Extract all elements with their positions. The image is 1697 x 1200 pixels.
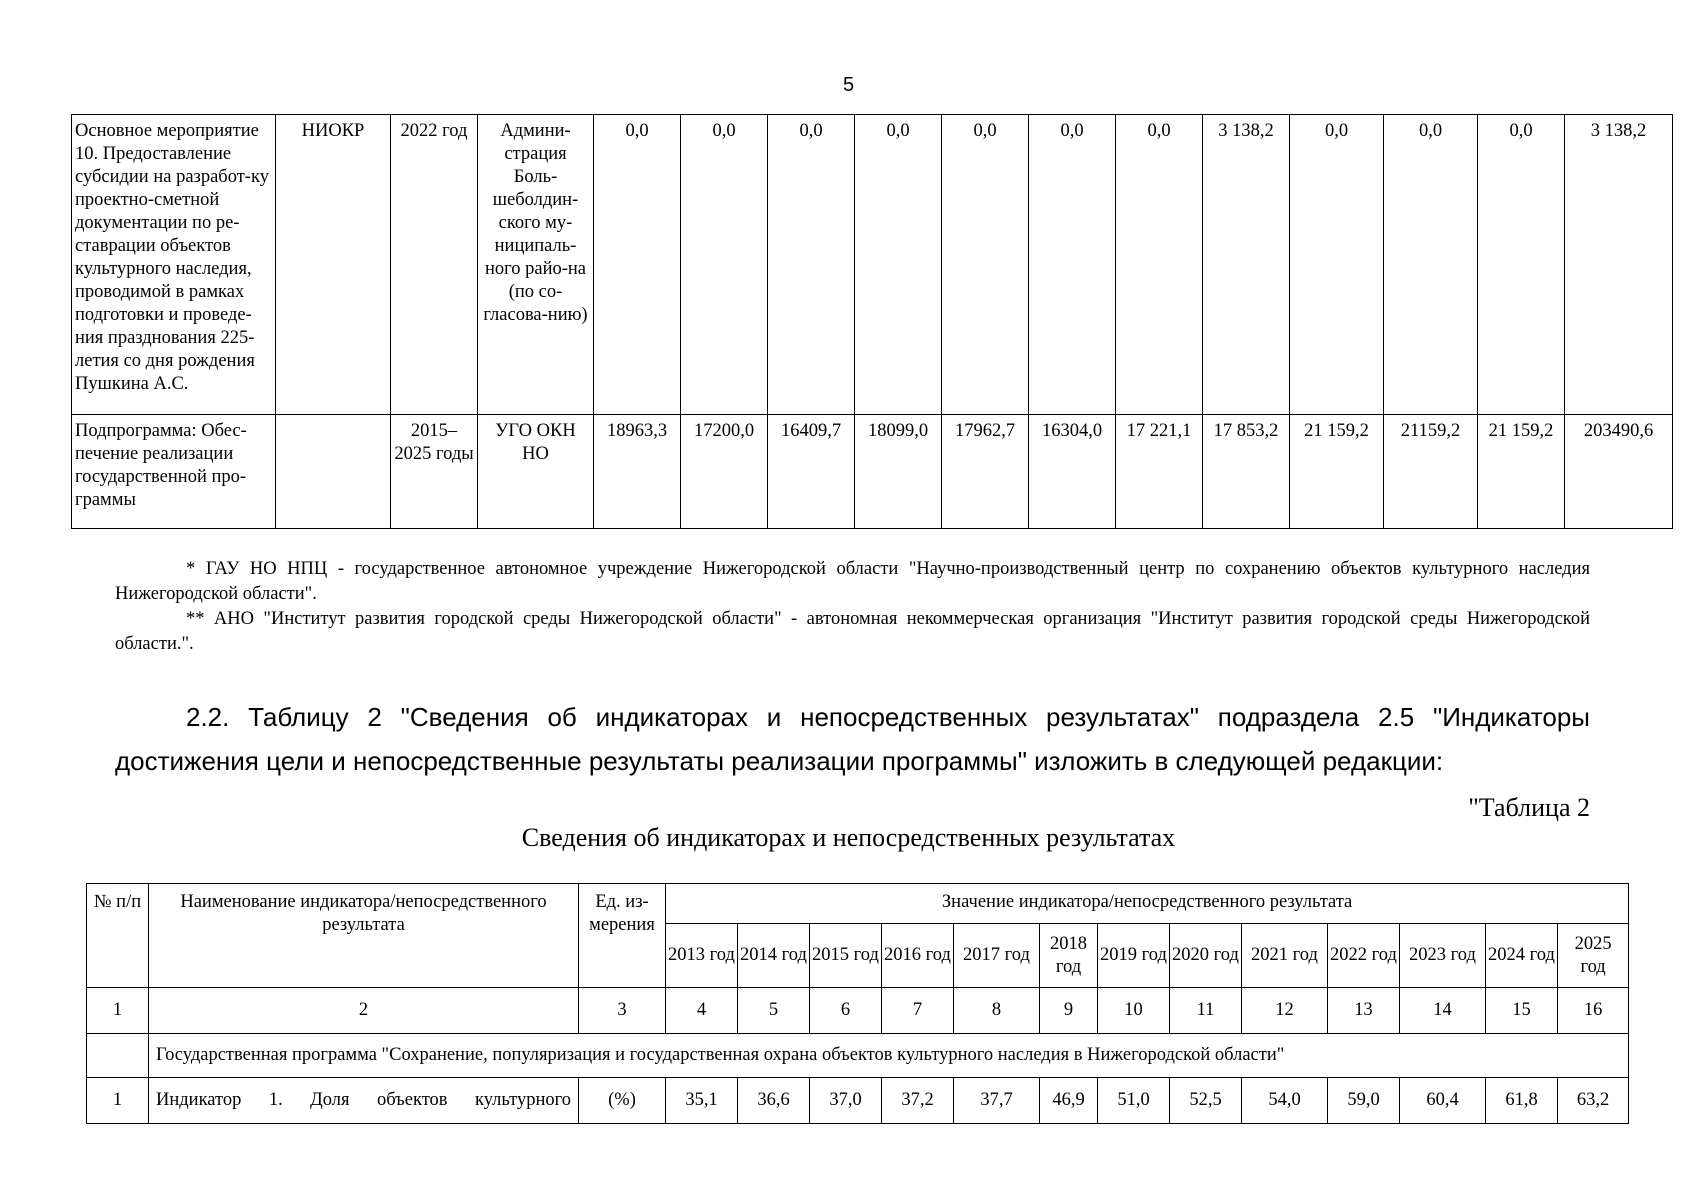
header-year: 2014 год xyxy=(738,924,810,988)
value-cell: 18963,3 xyxy=(594,415,681,529)
value-cell: 17200,0 xyxy=(681,415,768,529)
value-cell: 16409,7 xyxy=(768,415,855,529)
column-number: 11 xyxy=(1170,988,1242,1034)
table-row xyxy=(87,1078,1629,1124)
indicator-value: 35,1 xyxy=(666,1078,738,1124)
header-value-group: Значение индикатора/непосредственного результата xyxy=(666,884,1629,924)
measure-period: 2015–2025 годы xyxy=(391,415,478,529)
indicator-value: 63,2 xyxy=(1558,1078,1629,1124)
indicator-value: 46,9 xyxy=(1040,1078,1098,1124)
header-num: № п/п xyxy=(87,884,149,988)
measure-category: НИОКР xyxy=(276,115,391,415)
indicator-value: 37,2 xyxy=(882,1078,954,1124)
column-number: 8 xyxy=(954,988,1040,1034)
column-number: 12 xyxy=(1242,988,1328,1034)
column-number: 2 xyxy=(149,988,579,1034)
header-year: 2013 год xyxy=(666,924,738,988)
header-year: 2019 год xyxy=(1098,924,1170,988)
table-title: Сведения об индикаторах и непосредственных результатах xyxy=(521,823,1176,852)
header-year: 2024 год xyxy=(1486,924,1558,988)
header-year: 2015 год xyxy=(810,924,882,988)
column-number: 13 xyxy=(1328,988,1400,1034)
value-cell: 0,0 xyxy=(1290,115,1384,415)
indicator-value: 36,6 xyxy=(738,1078,810,1124)
value-cell: 0,0 xyxy=(681,115,768,415)
value-cell: 17 853,2 xyxy=(1203,415,1290,529)
column-number: 7 xyxy=(882,988,954,1034)
measure-period: 2022 год xyxy=(391,115,478,415)
total-cell: 203490,6 xyxy=(1565,415,1673,529)
footnote-1: * ГАУ НО НПЦ - государственное автономное учреждение Нижегородской области "Научно-производственный центр по сохранению объектов культурного наследия Нижегородской области". xyxy=(115,559,1590,604)
measure-name: Подпрограмма: Обес-печение реализации государственной про-граммы xyxy=(72,415,276,529)
footnote-2: ** АНО "Институт развития городской среды Нижегородской области" - автономная некоммерческая организация "Институт развития городской среды Нижегородской области.". xyxy=(115,609,1590,654)
column-number: 6 xyxy=(810,988,882,1034)
indicator-value: 61,8 xyxy=(1486,1078,1558,1124)
value-cell: 0,0 xyxy=(1384,115,1478,415)
header-year: 2016 год xyxy=(882,924,954,988)
column-number: 16 xyxy=(1558,988,1629,1034)
header-year: 2021 год xyxy=(1242,924,1328,988)
measure-executor: Админи-страция Боль-шеболдин-ского му-ниципаль-ного райо-на (по со-гласова-нию) xyxy=(478,115,594,415)
value-cell: 3 138,2 xyxy=(1203,115,1290,415)
measure-executor: УГО ОКН НО xyxy=(478,415,594,529)
header-year: 2023 год xyxy=(1400,924,1486,988)
column-number: 10 xyxy=(1098,988,1170,1034)
header-year: 2017 год xyxy=(954,924,1040,988)
indicator-value: 51,0 xyxy=(1098,1078,1170,1124)
column-number: 9 xyxy=(1040,988,1098,1034)
indicator-name: Индикатор 1. Доля объектов культурного xyxy=(149,1078,579,1124)
indicator-value: 60,4 xyxy=(1400,1078,1486,1124)
header-year: 2020 год xyxy=(1170,924,1242,988)
indicators-table xyxy=(86,883,1629,1124)
value-cell: 16304,0 xyxy=(1029,415,1116,529)
budget-table xyxy=(71,114,1673,529)
column-number: 14 xyxy=(1400,988,1486,1034)
table-row xyxy=(72,115,1673,415)
total-cell: 3 138,2 xyxy=(1565,115,1673,415)
header-year: 2022 год xyxy=(1328,924,1400,988)
column-number-row xyxy=(87,988,1629,1034)
value-cell: 0,0 xyxy=(855,115,942,415)
indicator-value: 37,0 xyxy=(810,1078,882,1124)
column-number: 3 xyxy=(579,988,666,1034)
value-cell: 0,0 xyxy=(1478,115,1565,415)
value-cell: 0,0 xyxy=(1029,115,1116,415)
program-num-empty xyxy=(87,1034,149,1078)
value-cell: 21 159,2 xyxy=(1478,415,1565,529)
program-row xyxy=(87,1034,1629,1078)
column-number: 5 xyxy=(738,988,810,1034)
value-cell: 0,0 xyxy=(1116,115,1203,415)
value-cell: 17962,7 xyxy=(942,415,1029,529)
value-cell: 21 159,2 xyxy=(1290,415,1384,529)
indicator-num: 1 xyxy=(87,1078,149,1124)
value-cell: 18099,0 xyxy=(855,415,942,529)
column-number: 15 xyxy=(1486,988,1558,1034)
amendment-paragraph: 2.2. Таблицу 2 "Сведения об индикаторах и непосредственных результатах" подраздела 2.5 "Индикаторы достижения цели и непосредственные результаты реализации программы" изложить в следующей редакции: xyxy=(115,702,1590,776)
value-cell: 21159,2 xyxy=(1384,415,1478,529)
header-year: 2018 год xyxy=(1040,924,1098,988)
indicator-value: 54,0 xyxy=(1242,1078,1328,1124)
column-number: 4 xyxy=(666,988,738,1034)
page-number: 5 xyxy=(842,74,855,96)
value-cell: 0,0 xyxy=(942,115,1029,415)
value-cell: 0,0 xyxy=(594,115,681,415)
indicator-value: 52,5 xyxy=(1170,1078,1242,1124)
indicator-value: 59,0 xyxy=(1328,1078,1400,1124)
table-label: "Таблица 2 xyxy=(1468,793,1590,822)
indicator-unit: (%) xyxy=(579,1078,666,1124)
header-name: Наименование индикатора/непосредственного результата xyxy=(149,884,579,988)
header-row xyxy=(87,884,1629,924)
value-cell: 0,0 xyxy=(768,115,855,415)
indicator-value: 37,7 xyxy=(954,1078,1040,1124)
measure-name: Основное мероприятие 10. Предоставление субсидии на разработ-ку проектно-сметной документации по ре-ставрации объектов культурного наследия, проводимой в рамках подготовки и проведе-ния празднования 225-летия со дня рождения Пушкина А.С. xyxy=(72,115,276,415)
value-cell: 17 221,1 xyxy=(1116,415,1203,529)
program-title: Государственная программа "Сохранение, популяризация и государственная охрана объектов культурного наследия в Нижегородской области" xyxy=(149,1034,1629,1078)
measure-category xyxy=(276,415,391,529)
header-year: 2025 год xyxy=(1558,924,1629,988)
header-unit: Ед. из-мерения xyxy=(579,884,666,988)
column-number: 1 xyxy=(87,988,149,1034)
table-row xyxy=(72,415,1673,529)
